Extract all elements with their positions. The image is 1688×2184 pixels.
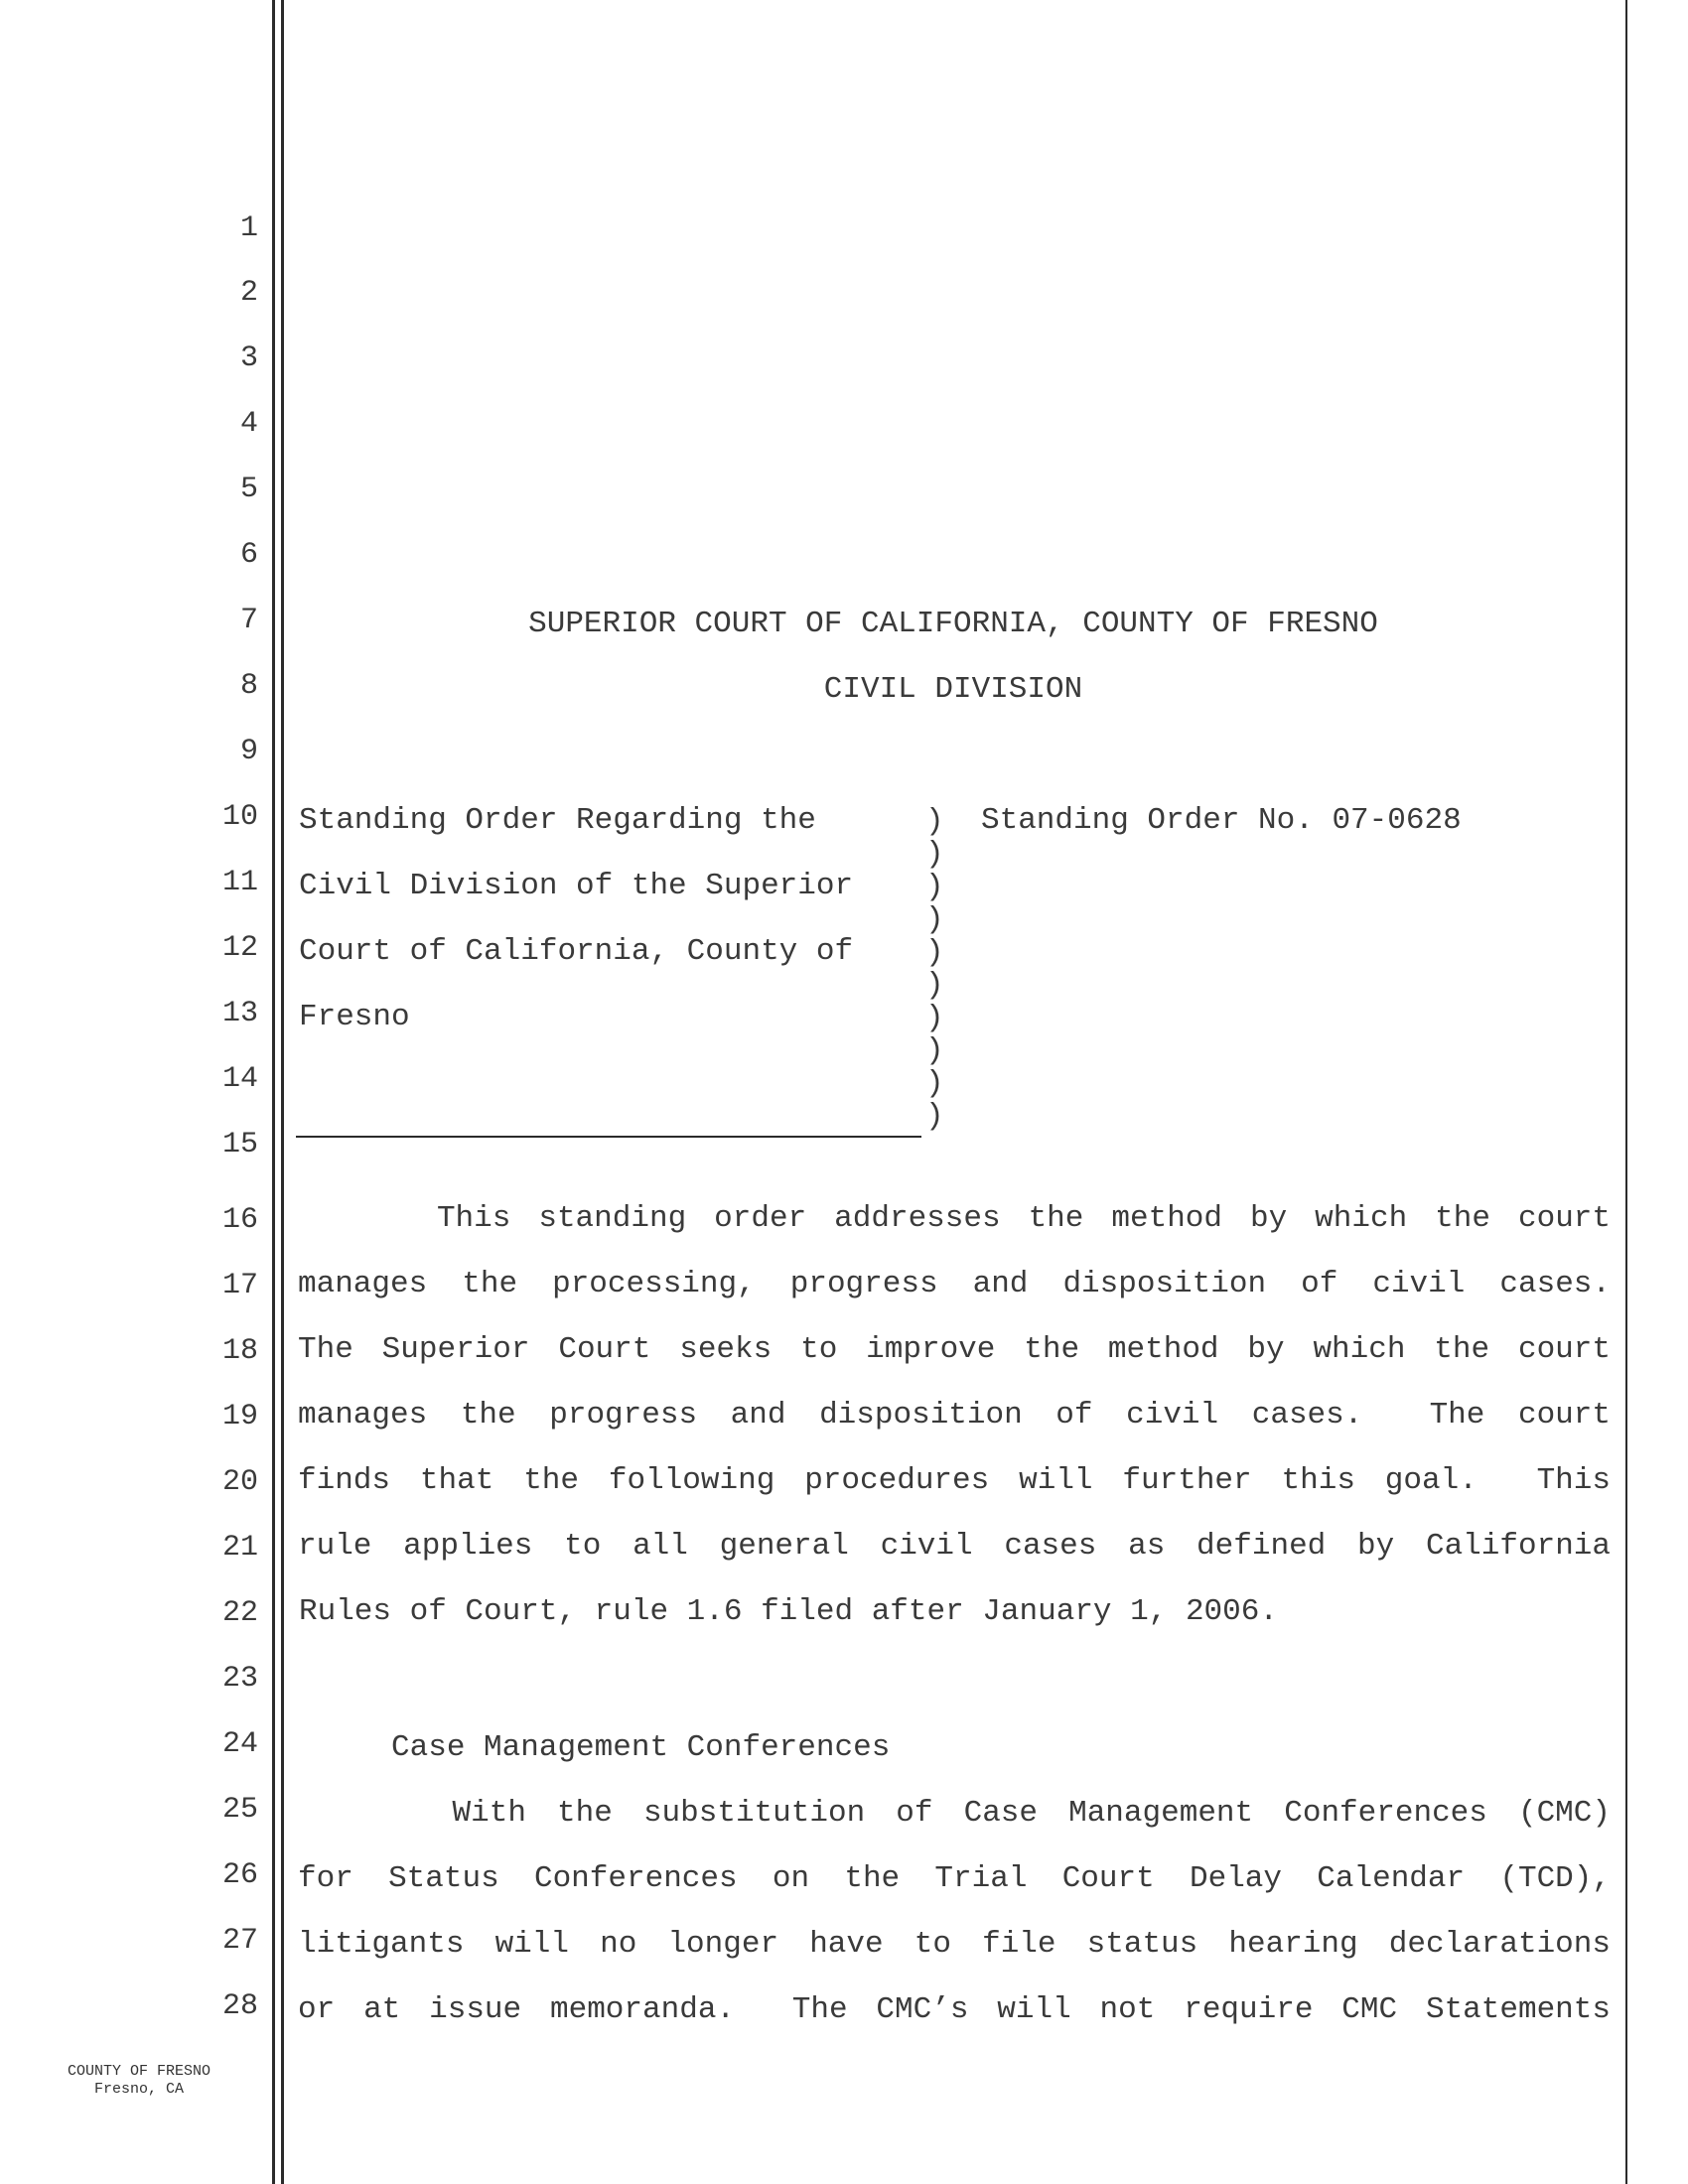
body-line: The Superior Court seeks to improve the method by which the court	[298, 1332, 1611, 1367]
caption-paren: )	[925, 870, 944, 904]
caption-paren: )	[925, 1001, 944, 1035]
division-heading: CIVIL DIVISION	[823, 672, 1083, 707]
body-line: With the substitution of Case Management Conferences (CMC)	[298, 1796, 1611, 1831]
line-number: 27	[221, 1924, 258, 1958]
body-line: litigants will no longer have to file status hearing declarations	[298, 1927, 1611, 1962]
caption-paren: )	[925, 804, 944, 839]
line-number: 14	[221, 1062, 258, 1096]
case-number: Standing Order No. 07-0628	[981, 803, 1462, 838]
caption-paren: )	[925, 1099, 944, 1134]
line-number: 15	[221, 1128, 258, 1161]
line-number: 23	[221, 1662, 258, 1696]
line-number: 9	[239, 735, 258, 768]
line-number: 19	[221, 1400, 258, 1433]
caption-title-line: Court of California, County of	[299, 934, 854, 969]
footer-line: Fresno, CA	[93, 2081, 184, 2098]
line-number: 10	[221, 800, 258, 834]
body-line: Rules of Court, rule 1.6 filed after January 1, 2006.	[299, 1594, 1278, 1629]
line-number: 13	[221, 997, 258, 1030]
caption-paren: )	[925, 902, 944, 937]
line-number: 8	[239, 669, 258, 703]
body-line: manages the processing, progress and disposition of civil cases.	[298, 1267, 1611, 1301]
line-number: 16	[221, 1203, 258, 1237]
line-number: 18	[221, 1334, 258, 1368]
line-number: 17	[221, 1269, 258, 1302]
line-number: 26	[221, 1858, 258, 1892]
line-number: 11	[221, 866, 258, 899]
line-number: 1	[239, 211, 258, 245]
line-number: 12	[221, 931, 258, 965]
body-line: manages the progress and disposition of civil cases. The court	[298, 1398, 1611, 1433]
line-number: 21	[221, 1531, 258, 1565]
caption-title-line: Standing Order Regarding the	[299, 803, 816, 838]
section-heading: Case Management Conferences	[299, 1730, 891, 1765]
caption-title-line: Fresno	[299, 1000, 410, 1034]
line-number: 22	[221, 1596, 258, 1630]
caption-paren: )	[925, 1066, 944, 1101]
court-heading: SUPERIOR COURT OF CALIFORNIA, COUNTY OF FRESNO	[528, 607, 1378, 641]
line-number: 3	[239, 341, 258, 375]
body-line: finds that the following procedures will further this goal. This	[298, 1463, 1611, 1498]
line-number: 28	[221, 1989, 258, 2023]
body-line: This standing order addresses the method by which the court	[298, 1201, 1611, 1236]
line-number: 24	[221, 1727, 258, 1761]
right-margin-rule	[1625, 0, 1627, 2184]
caption-underline	[296, 1136, 921, 1138]
line-number: 2	[239, 276, 258, 310]
body-line: rule applies to all general civil cases as defined by California	[298, 1529, 1611, 1564]
left-margin-rule-outer	[272, 0, 275, 2184]
left-margin-rule-inner	[281, 0, 284, 2184]
caption-title-line: Civil Division of the Superior	[299, 869, 854, 903]
caption-paren: )	[925, 1033, 944, 1068]
footer-line: COUNTY OF FRESNO	[67, 2063, 211, 2080]
body-line: for Status Conferences on the Trial Court Delay Calendar (TCD),	[298, 1861, 1611, 1896]
caption-paren: )	[925, 968, 944, 1003]
line-number: 25	[221, 1793, 258, 1827]
line-number: 5	[239, 473, 258, 506]
caption-paren: )	[925, 935, 944, 970]
line-number: 6	[239, 538, 258, 572]
line-number: 7	[239, 604, 258, 637]
caption-paren: )	[925, 837, 944, 872]
line-number: 20	[221, 1465, 258, 1499]
line-number: 4	[239, 407, 258, 441]
body-line: or at issue memoranda. The CMC’s will not require CMC Statements	[298, 1992, 1611, 2027]
